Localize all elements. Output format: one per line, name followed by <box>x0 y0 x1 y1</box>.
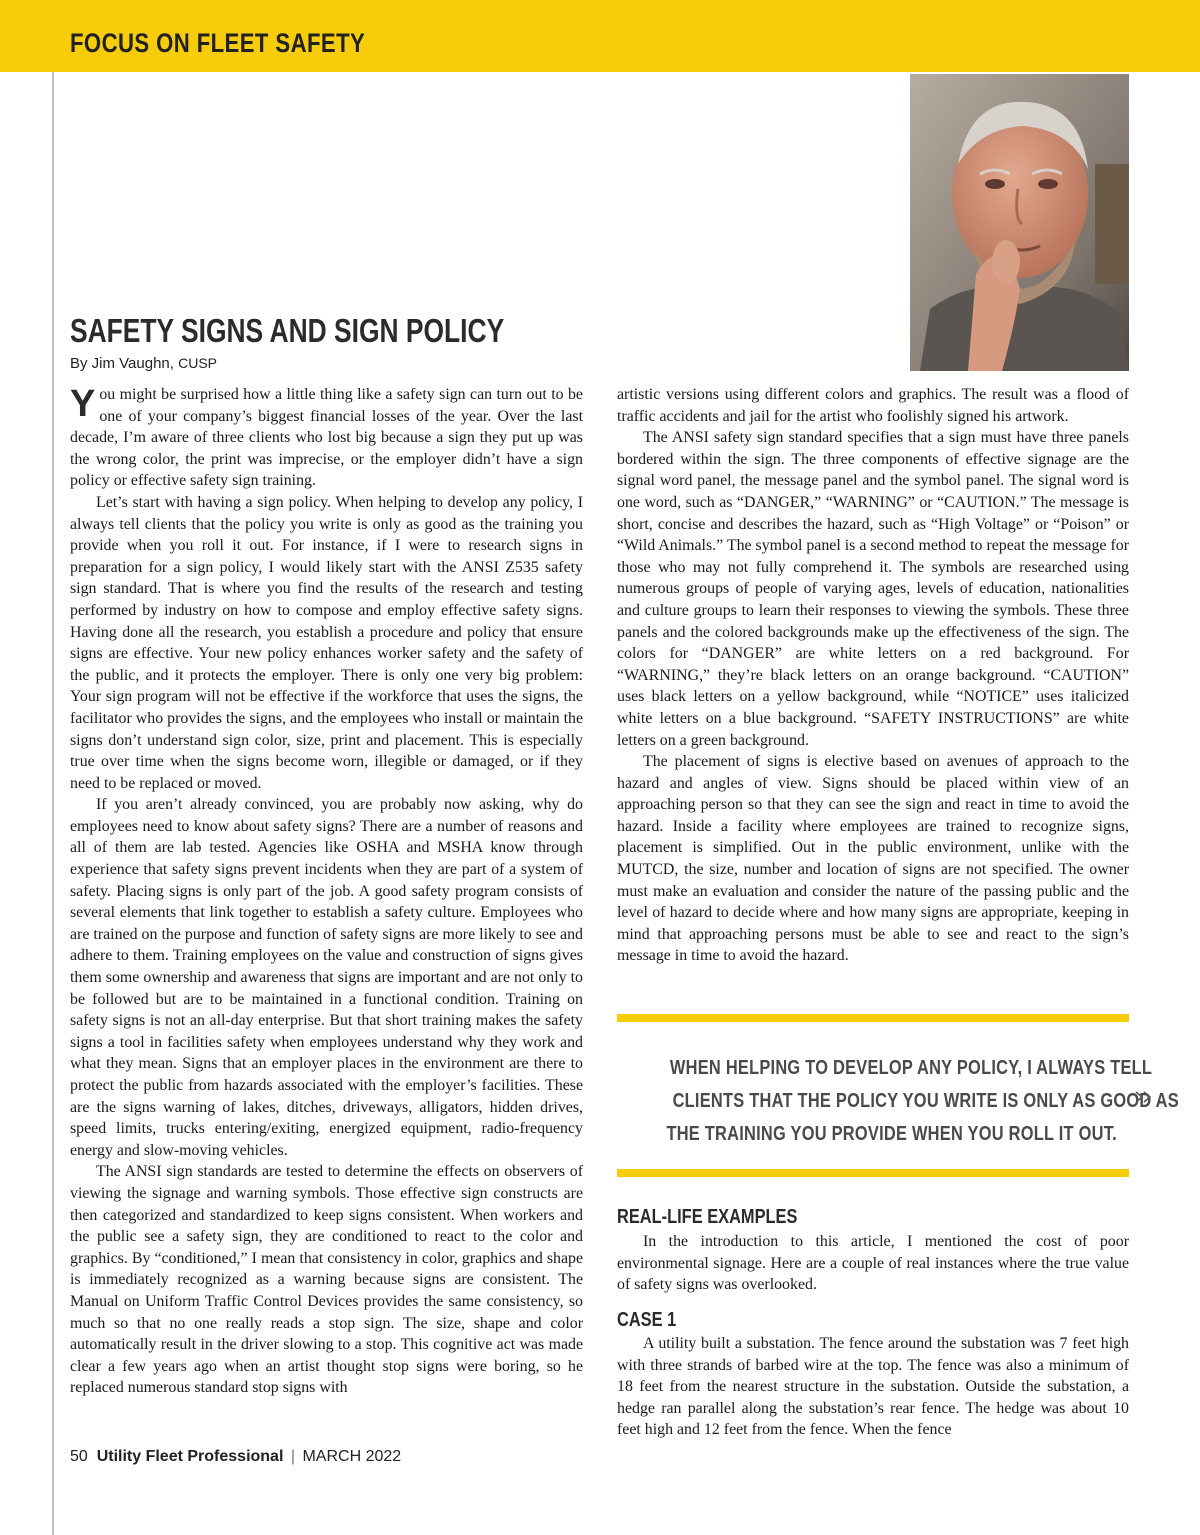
article-title: SAFETY SIGNS AND SIGN POLICY <box>70 312 505 349</box>
body-paragraph: You might be surprised how a little thing like a safety sign can turn out to be one of your company’s biggest financial losses of the year. Over the last decade, I’m aware of three clients who lost big because a sign they put up was the wrong color, the print was imprecise, or the employer didn’t have a sign policy or effective safety sign training. <box>70 384 583 490</box>
case-1-section <box>617 1333 1129 1443</box>
body-paragraph: The ANSI safety sign standard specifies that a sign must have three panels bordered within the sign. The three components of effective signage are the signal word panel, the message panel and the symbol panel. The signal word is one word, such as “DANGER,” “WARNING” or “CAUTION.” The message is short, concise and describes the hazard, such as “High Voltage” or “Poison” or “Wild Animals.” The symbol panel is a second method to repeat the message for those who may not fully comprehend it. The symbols are researched using numerous groups of people of varying ages, levels of education, nationalities and culture groups to learn their responses to viewing the symbols. These three panels and the colored backgrounds make up the effectiveness of the sign. The colors for “DANGER” are white letters on a red background. For “WARNING,” they’re black letters on an orange background. “CAUTION” uses black letters on a yellow background, while “NOTICE” uses italicized white letters on a blue background. “SAFETY INSTRUCTIONS” are white letters on a green background. <box>617 429 1129 749</box>
byline-name: By Jim Vaughn, <box>70 355 174 372</box>
byline-credential: CUSP <box>178 355 218 371</box>
body-paragraph: In the introduction to this article, I mentioned the cost of poor environmental signage. Here are a couple of real instances where the true value of safety signs was overlooked. <box>617 1233 1129 1294</box>
page-number: 50 <box>70 1448 88 1465</box>
issue-date: MARCH 2022 <box>302 1448 402 1465</box>
publication-name: Utility Fleet Professional <box>96 1448 284 1465</box>
real-life-section <box>617 1231 1129 1301</box>
byline <box>70 355 217 372</box>
body-column-left <box>70 384 583 1444</box>
pullquote-rule-top <box>617 1014 1129 1022</box>
subhead-case-1: CASE 1 <box>617 1309 677 1331</box>
continued-chevron-icon <box>1134 1090 1154 1104</box>
pullquote-line: WHEN HELPING TO DEVELOP ANY POLICY, I ALWAYS TELL <box>669 1057 1153 1079</box>
author-photo <box>910 74 1129 371</box>
body-paragraph: The ANSI sign standards are tested to determine the effects on observers of viewing the signage and warning symbols. Those effective sign constructs are then categorized and standardized to keep signs consistent. When workers and the public see a safety sign, they are conditioned to react to the color and graphics. By “conditioned,” I mean that consistency in color, graphics and shape is immediately recognized as a warning because signs are consistent. The Manual on Uniform Traffic Control Devices provides the same consistency, so much so that no one really reads a stop sign. The size, shape and color automatically result in the driver slowing to a stop. This cognitive act was made clear a few years ago when an artist thought stop signs were boring, so he replaced numerous standard stop signs with <box>70 1163 583 1397</box>
body-paragraph: Let’s start with having a sign policy. When helping to develop any policy, I always tell clients that the policy you write is only as good as the training you provide when you roll it out. For instance, if I were to research signs in preparation for a sign policy, I would likely start with the ANSI Z535 safety sign standard. That is where you find the results of the research and testing performed by industry on how to compose and employ effective safety signs. Having done all the research, you establish a procedure and policy that ensure signs are effective. Your new policy enhances worker safety and the safety of the public, and it protects the employer. There is only one very big problem: Your sign program will not be effective if the workforce that uses the signs, the facilitator who provides the signs, and the employees who install or maintain the signs don’t understand sign color, size, print and placement. This is especially true over time when the signs become worn, illegible or damaged, or if they need to be replaced or moved. <box>70 493 583 792</box>
margin-rule <box>52 72 54 1535</box>
body-paragraph: If you aren’t already convinced, you are probably now asking, why do employees need to know about safety signs? There are a number of reasons and all of them are lab tested. Agencies like OSHA and MSHA know through experience that safety signs prevent incidents when they are part of a system of safety. Placing signs is only part of the job. A good safety program consists of several elements that link together to establish a safety culture. Employees who are trained on the purpose and function of safety signs are more likely to see and adhere to them. Training employees on the value and construction of signs gives them some ownership and awareness that signs are important and are not only to be followed but are to be maintained in a functional condition. Training on safety signs is not an all-day enterprise. But that short training makes the safety signs a tool in facilities safety when employees understand why they work and what they mean. Signs that an employer places in the environment are there to protect the public from hazards associated with the employer’s facilities. These are the signs warning of lakes, ditches, driveways, alligators, hidden drives, speed limits, trucks entering/exiting, energized equipment, radio-frequency energy and slow-moving vehicles. <box>70 796 583 1159</box>
subhead-real-life-examples: REAL-LIFE EXAMPLES <box>617 1206 798 1228</box>
author-portrait-image <box>910 74 1129 371</box>
section-label: FOCUS ON FLEET SAFETY <box>70 28 366 58</box>
body-paragraph: artistic versions using different colors and graphics. The result was a flood of traffic accidents and jail for the artist who foolishly signed his artwork. <box>617 386 1129 425</box>
footer-separator: | <box>290 1448 296 1465</box>
body-paragraph: The placement of signs is elective based on avenues of approach to the hazard and angles of view. Signs should be placed within view of an approaching person so that they can see the sign and react in time to avoid the hazard. Inside a facility where employees are trained to recognize signs, placement is simplified. Out in the public environment, unlike with the MUTCD, the size, number and location of signs are not specified. The owner must make an evaluation and consider the nature of the passing public and the level of hazard to decide where and how many signs are appropriate, keeping in mind that approaching persons must be able to see and react to the sign’s message in time to avoid the hazard. <box>617 753 1129 965</box>
body-column-right <box>617 384 1129 994</box>
page-footer <box>70 1448 401 1466</box>
drop-cap: Y <box>70 384 96 425</box>
pullquote-line: THE TRAINING YOU PROVIDE WHEN YOU ROLL IT OUT. <box>666 1123 1117 1145</box>
pullquote <box>617 1052 1179 1151</box>
pullquote-line: CLIENTS THAT THE POLICY YOU WRITE IS ONLY AS GOOD AS <box>672 1090 1179 1112</box>
pullquote-rule-bottom <box>617 1169 1129 1177</box>
body-paragraph: A utility built a substation. The fence around the substation was 7 feet high with three strands of barbed wire at the top. The fence was also a minimum of 18 feet from the nearest structure in the substation. Outside the substation, a hedge ran parallel along the substation’s rear fence. The hedge was about 10 feet high and 12 feet from the fence. When the fence <box>617 1335 1129 1439</box>
